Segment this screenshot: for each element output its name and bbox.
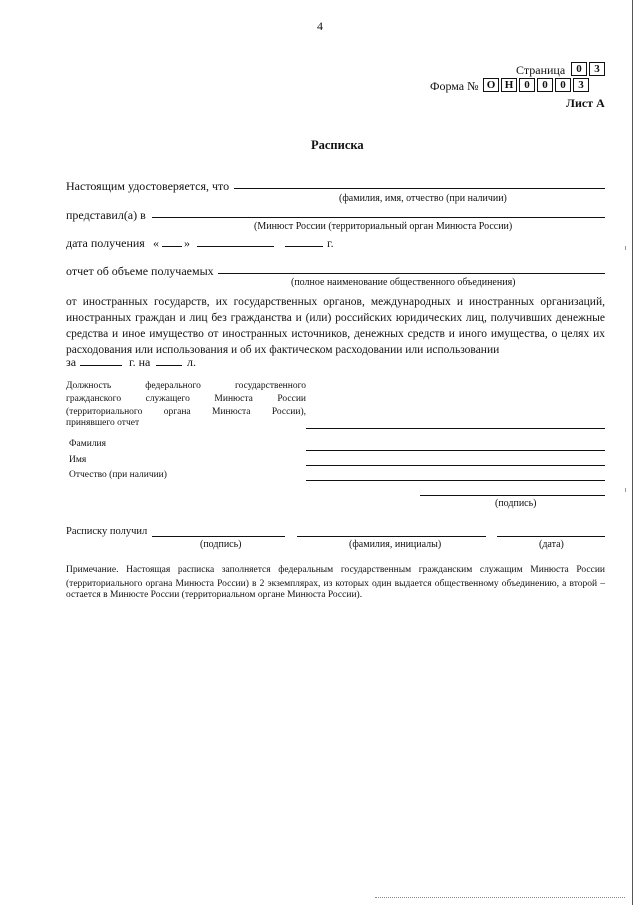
period-for-label: за	[66, 355, 77, 369]
period-year-on-label: г. на	[129, 355, 151, 369]
page-number: 4	[317, 19, 323, 33]
official-position-line: Должность федерального государственного	[66, 381, 306, 391]
official-signature-field-line[interactable]	[420, 495, 605, 496]
surname-label: Фамилия	[69, 439, 107, 449]
full-name-field-line[interactable]	[234, 188, 605, 189]
note-line: Примечание. Настоящая расписка заполняется федеральным государственным гражданским служащим Минюста России	[66, 565, 605, 575]
report-label: отчет об объеме получаемых	[66, 264, 214, 278]
first-name-label: Имя	[69, 455, 87, 465]
sheet-label: Лист А	[566, 96, 605, 110]
receiver-signature-field-line[interactable]	[152, 536, 285, 537]
page-right-border	[632, 0, 633, 905]
month-field-line[interactable]	[197, 246, 274, 247]
receiver-name-caption: (фамилия, инициалы)	[349, 539, 442, 550]
paragraph-line: от иностранных государств, их государственных органов, международных и иностранных организаций,	[66, 296, 605, 308]
date-close-quote: »	[184, 236, 190, 250]
ministry-field-line[interactable]	[152, 217, 605, 218]
paragraph-line: средства и иное имущество от иностранных источников, денежных средств и иного имущества, о целях их	[66, 328, 605, 340]
page-label: Страница	[516, 63, 566, 77]
form-code-cell: 0	[537, 78, 553, 92]
form-code-cell: 0	[555, 78, 571, 92]
form-number-label: Форма №	[430, 79, 479, 93]
certify-label: Настоящим удостоверяется, что	[66, 179, 230, 193]
first-name-field-line[interactable]	[306, 465, 605, 466]
note-line: (территориального органа Минюста России) в 2 экземплярах, из которых один выдается общественному объединению, а второй –	[66, 579, 605, 589]
period-year-field-line[interactable]	[80, 365, 122, 366]
paragraph-line: расходования или использования и об их фактическом расходовании или использовании	[66, 344, 500, 356]
paragraph-line: иностранных граждан и лиц без гражданства и (или) российских юридических лиц, получивших денежные	[66, 312, 605, 324]
note-line: остается в Минюсте России (территориальном органе Минюста России).	[66, 590, 363, 600]
received-by-label: Расписку получил	[66, 526, 148, 537]
form-code-cell: Н	[501, 78, 517, 92]
official-position-field-line[interactable]	[306, 428, 605, 429]
patronymic-field-line[interactable]	[306, 480, 605, 481]
organization-caption: (полное наименование общественного объединения)	[291, 277, 516, 288]
receiver-date-caption: (дата)	[539, 539, 564, 550]
day-field-line[interactable]	[162, 246, 182, 247]
receipt-date-label: дата получения	[66, 236, 145, 250]
official-position-line: принявшего отчет	[66, 418, 140, 428]
official-signature-caption: (подпись)	[495, 498, 537, 509]
year-field-line[interactable]	[285, 246, 323, 247]
form-code-cell: 3	[573, 78, 589, 92]
receiver-name-field-line[interactable]	[297, 536, 486, 537]
page-bottom-scan-edge	[375, 897, 625, 898]
official-position-line: (территориального органа Минюста России),	[66, 407, 306, 417]
page-tick-mark	[625, 246, 626, 250]
official-position-line: гражданского служащего Минюста России	[66, 394, 306, 404]
patronymic-label: Отчество (при наличии)	[69, 470, 167, 480]
receiver-signature-caption: (подпись)	[200, 539, 242, 550]
form-code-cell: 0	[519, 78, 535, 92]
organization-field-line[interactable]	[218, 273, 605, 274]
surname-field-line[interactable]	[306, 450, 605, 451]
date-open-quote: «	[153, 236, 159, 250]
submitted-label: представил(а) в	[66, 208, 146, 222]
page-tick-mark	[625, 488, 626, 492]
document-title: Расписка	[311, 138, 364, 152]
period-year-end-label: л.	[187, 355, 196, 369]
period-count-field-line[interactable]	[156, 365, 182, 366]
receiver-date-field-line[interactable]	[497, 536, 605, 537]
page-digit-cell: 3	[589, 62, 605, 76]
full-name-caption: (фамилия, имя, отчество (при наличии)	[339, 193, 507, 204]
form-code-cell: О	[483, 78, 499, 92]
year-suffix: г.	[327, 236, 334, 250]
ministry-caption: (Минюст России (территориальный орган Минюста России)	[254, 221, 513, 232]
page-digit-cell: 0	[571, 62, 587, 76]
